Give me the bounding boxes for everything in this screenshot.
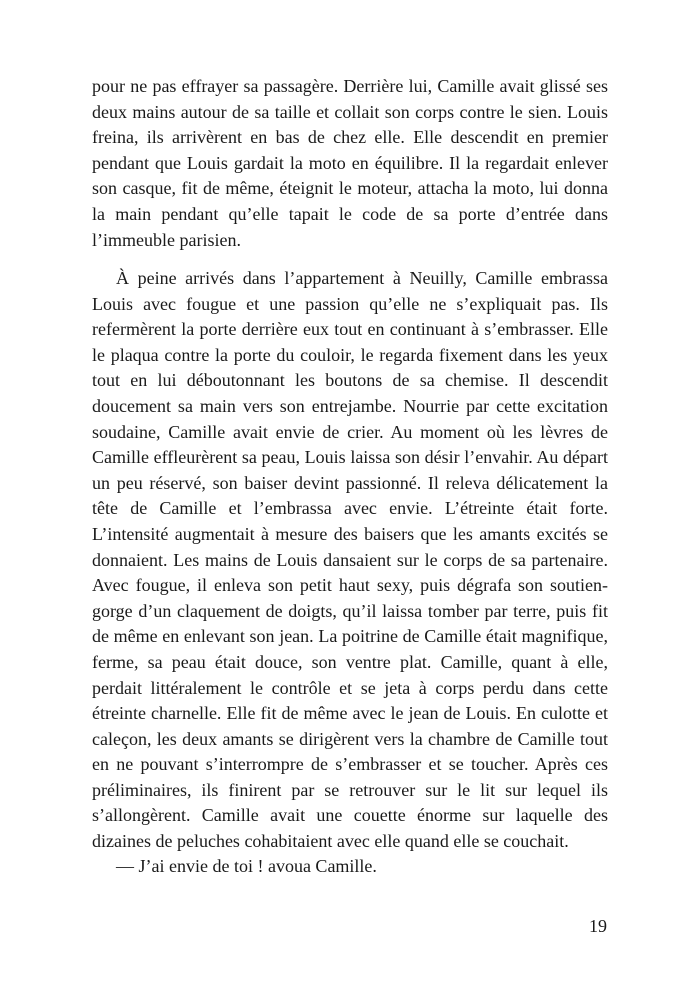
paragraph-dialogue: — J’ai envie de toi ! avoua Camille. <box>116 856 377 876</box>
paragraph-continuation: pour ne pas effrayer sa passagère. Derrière lui, Camille avait glissé ses deux mains autour de sa taille et collait son corps contre le sien. Louis freina, ils arrivèrent en bas de chez elle. Elle descendit en premier pendant que Louis gardait la moto en équilibre. Il la regardait enlever son casque, fit de même, éteignit le moteur, attacha la moto, lui donna la main pendant qu’elle tapait le code de sa porte d’entrée dans l’immeuble parisien. <box>92 76 608 250</box>
page-number: 19 <box>589 916 607 936</box>
paragraph-apartment-scene: À peine arrivés dans l’appartement à Neuilly, Camille embrassa Louis avec fougue et une passion qu’elle ne s’expliquait pas. Ils refermèrent la porte derrière eux tout en continuant à s’embrasser. Elle le plaqua contre la porte du couloir, le regarda fixement dans les yeux tout en lui déboutonnant les boutons de sa chemise. Il descendit doucement sa main vers son entrejambe. Nourrie par cette excitation soudaine, Camille avait envie de crier. Au moment où les lèvres de Camille effleurèrent sa peau, Louis laissa son désir l’envahir. Au départ un peu réservé, son baiser devint passionné. Il releva délicatement la tête de Camille et l’embrassa avec envie. L’étreinte était forte. L’intensité augmentait à mesure des baisers que les amants excités se donnaient. Les mains de Louis dansaient sur le corps de sa partenaire. Avec fougue, il enleva son petit haut sexy, puis dégrafa son soutien-gorge d’un claquement de doigts, qu’il laissa tomber par terre, puis fit de même en enlevant son jean. La poitrine de Camille était magnifique, ferme, sa peau était douce, son ventre plat. Camille, quant à elle, perdait littéralement le contrôle et se jeta à corps perdu dans cette étreinte charnelle. Elle fit de même avec le jean de Louis. En culotte et caleçon, les deux amants se dirigèrent vers la chambre de Camille tout en ne pouvant s’interrompre de s’embrasser et se toucher. Après ces préliminaires, ils finirent par se retrouver sur le lit sur lequel ils s’allongèrent. Camille avait une couette énorme sur laquelle des dizaines de peluches cohabitaient avec elle quand elle se couchait. <box>92 268 608 852</box>
